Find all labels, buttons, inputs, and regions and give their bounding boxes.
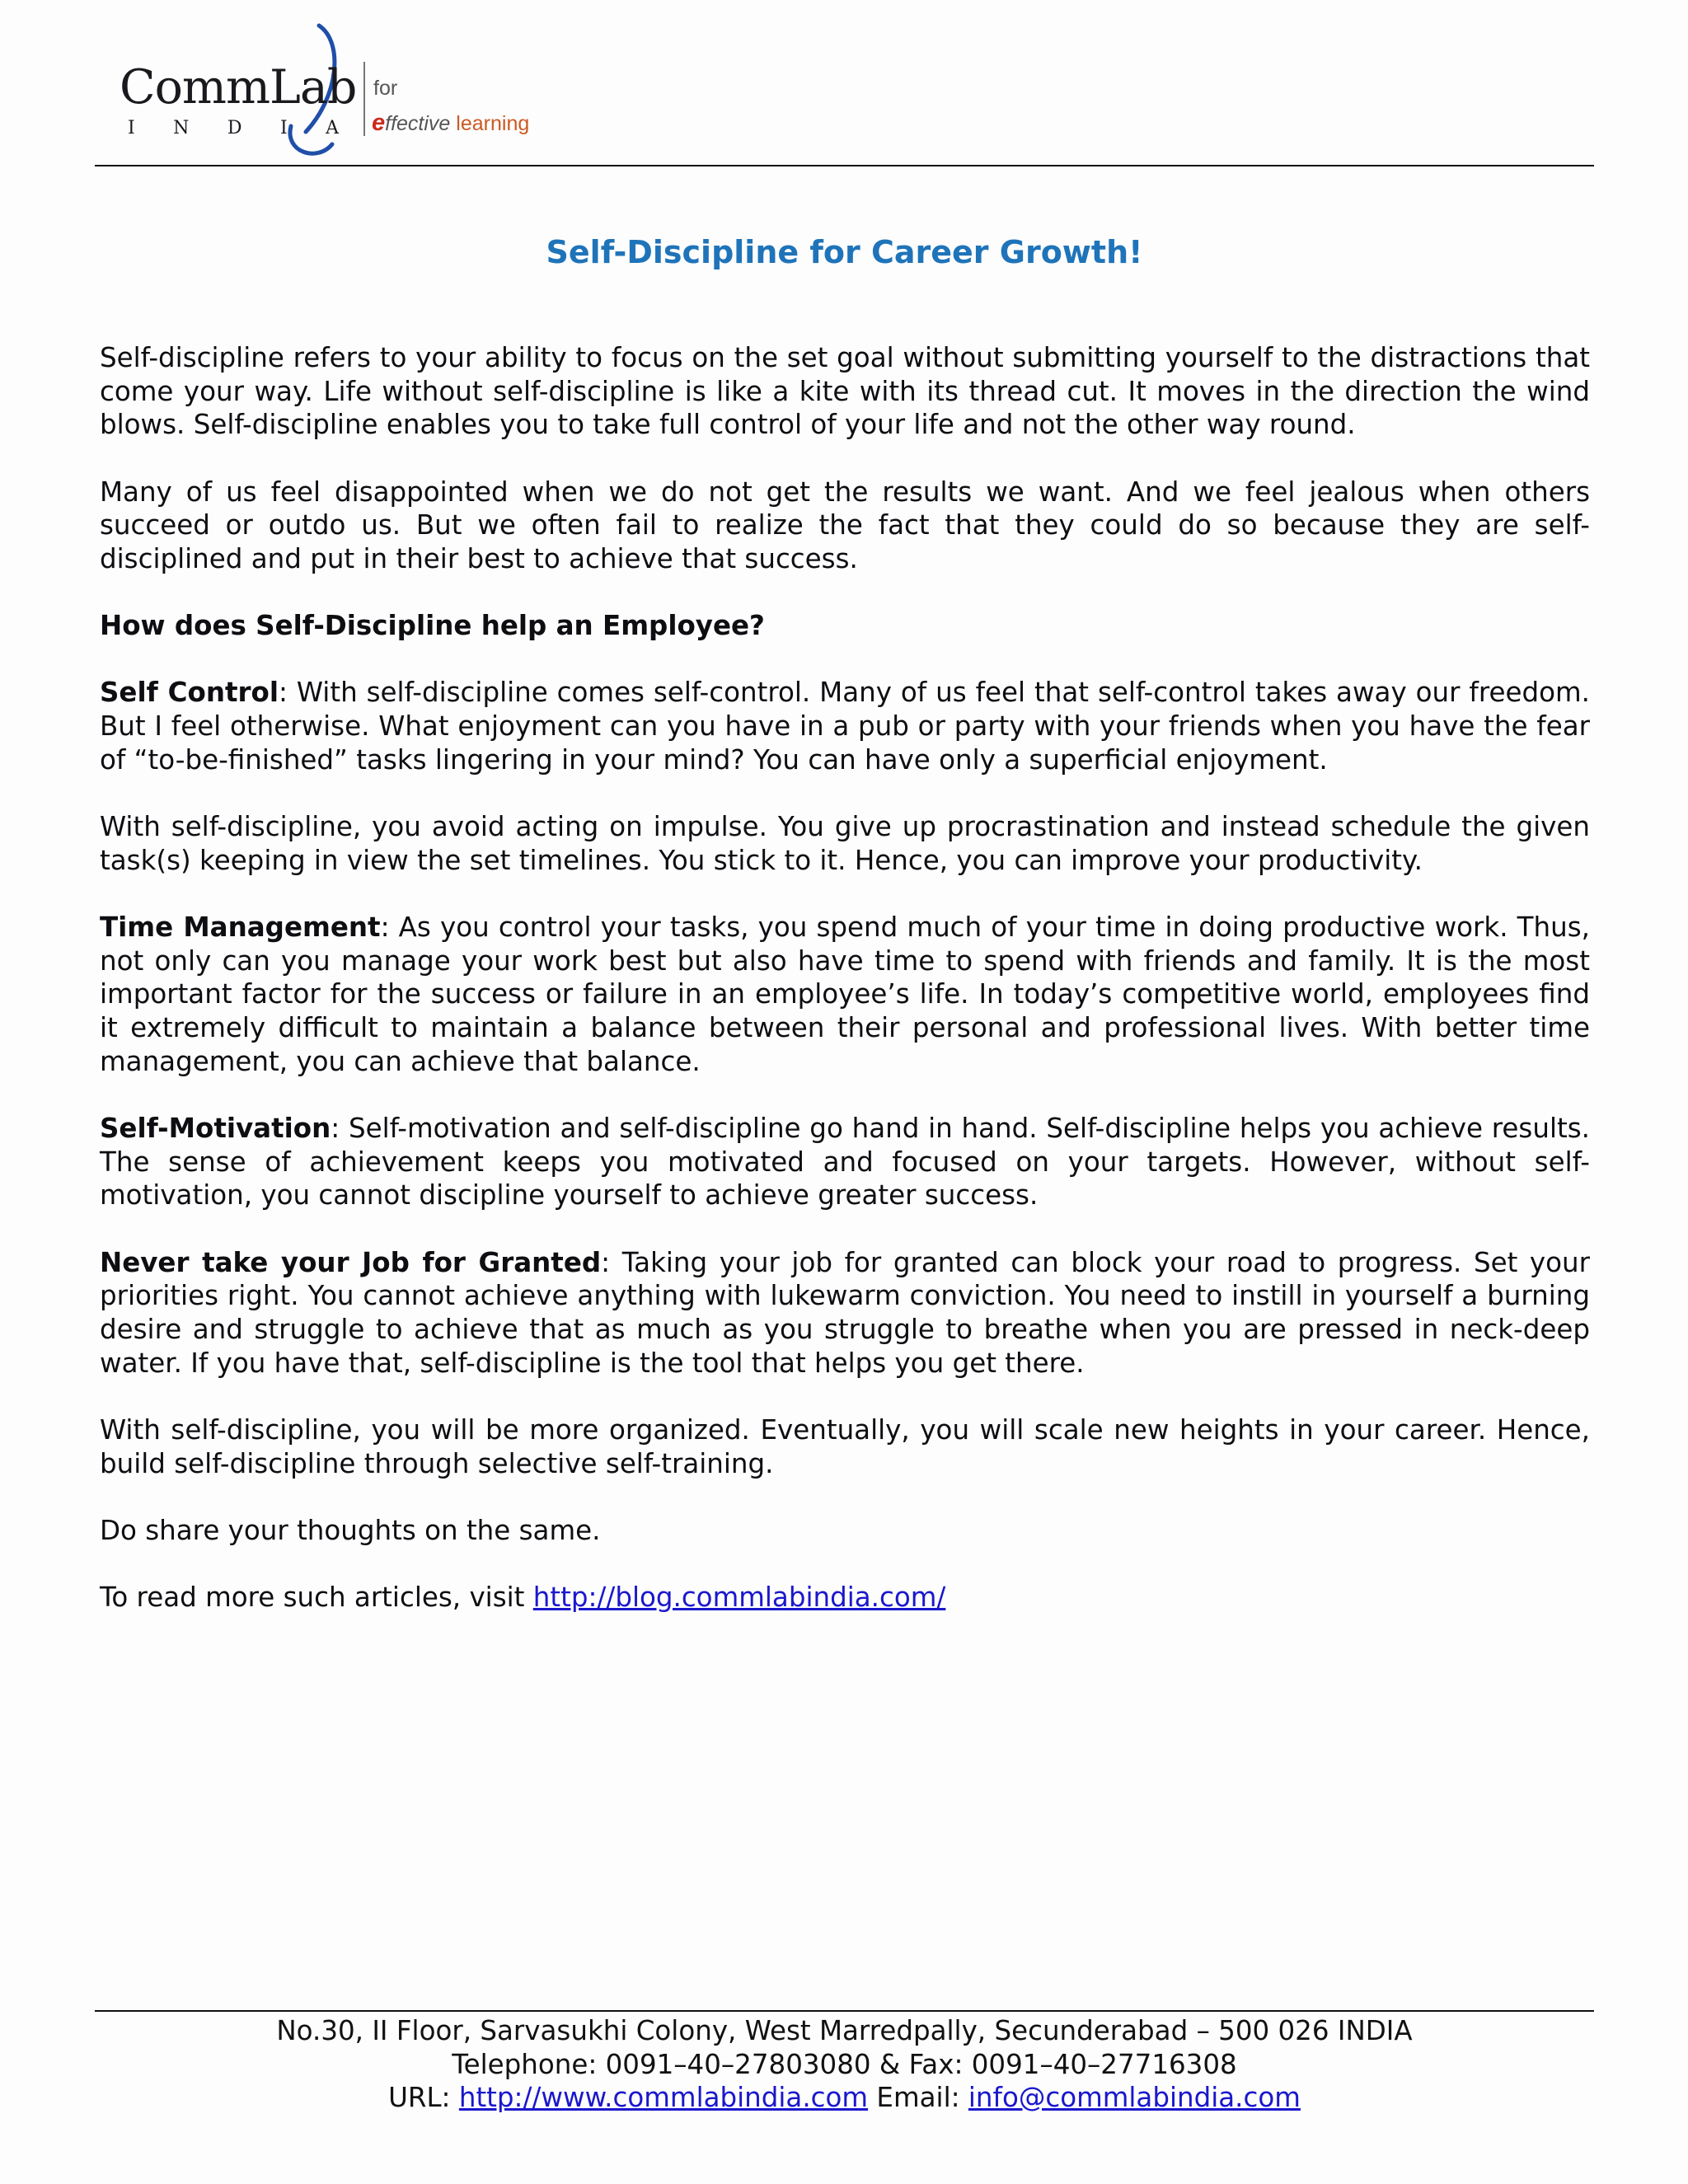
time-management-term: Time Management <box>100 911 381 943</box>
footer-address: No.30, II Floor, Sarvasukhi Colony, West Marredpally, Secunderabad – 500 026 INDIA <box>276 2015 1413 2046</box>
email-link[interactable]: info@commlabindia.com <box>968 2082 1301 2114</box>
footer-phone-fax: Telephone: 0091–40–27803080 & Fax: 0091–40–27716308 <box>452 2048 1237 2080</box>
never-take-job-text: : Taking your job for granted can block your road to progress. Set your priorities right. You cannot achieve anything with lukewarm conviction. You need to instill in yourself a burning desire and struggle to achieve that as much as you struggle to breathe when you are pressed in neck-deep water. If you have that, self-discipline is the tool that helps you get there. <box>100 1246 1590 1379</box>
self-motivation-text: : Self-motivation and self-discipline go hand in hand. Self-discipline helps you achieve results. The sense of achievement keeps you motivated and focused on your targets. However, without self-motivation, you cannot discipline yourself to achieve greater success. <box>100 1112 1590 1212</box>
self-control-paragraph <box>100 676 1590 776</box>
logo-wordmark: CommLab <box>120 60 357 115</box>
logo-letter: A <box>326 118 339 138</box>
footer-email-label: Email: <box>868 2082 968 2114</box>
self-control-text: : With self-discipline comes self-control. Many of us feel that self-control takes away our freedom. But I feel otherwise. What enjoyment can you have in a pub or party with your friends when you have the fear of “to-be-finished” tasks lingering in your mind? You can have only a superficial enjoyment. <box>100 677 1590 776</box>
page-header <box>95 60 1594 166</box>
page-footer <box>95 2014 1594 2115</box>
impulse-paragraph: With self-discipline, you avoid acting on impulse. You give up procrastination and instead schedule the given task(s) keeping in view the set timelines. You stick to it. Hence, you can improve your productivity. <box>100 811 1590 876</box>
logo-letter: D <box>227 118 242 138</box>
tagline-ffective: ffective <box>385 112 451 135</box>
blog-link[interactable]: http://blog.commlabindia.com/ <box>532 1581 946 1613</box>
tagline-effective-learning <box>372 110 529 137</box>
time-management-text: : As you control your tasks, you spend much of your time in doing productive work. Thus, not only can you manage your work best but also have time to spend with friends and family. It is the most important factor for the success or failure in an employee’s life. In today’s competitive world, employees find it extremely difficult to maintain a balance between their personal and professional lives. With better time management, you can achieve that balance. <box>100 911 1590 1077</box>
commlab-logo <box>120 21 530 165</box>
tagline-e-letter: e <box>372 110 386 136</box>
article-body <box>100 341 1590 1647</box>
section-subheading: How does Self-Discipline help an Employee? <box>100 610 765 642</box>
read-more-paragraph <box>100 1581 1590 1615</box>
article-title: Self-Discipline for Career Growth! <box>546 234 1143 270</box>
intro-paragraph-2: Many of us feel disappointed when we do not get the results we want. And we feel jealous when others succeed or outdo us. But we often fail to realize the fact that they could do so because they are self-disciplined and put in their best to achieve that success. <box>100 476 1590 575</box>
share-paragraph: Do share your thoughts on the same. <box>100 1514 601 1546</box>
conclusion-paragraph: With self-discipline, you will be more organized. Eventually, you will scale new heights in your career. Hence, build self-discipline through selective self-training. <box>100 1413 1590 1479</box>
footer-url-label: URL: <box>388 2082 459 2114</box>
self-motivation-paragraph <box>100 1112 1590 1212</box>
logo-divider <box>363 62 365 136</box>
intro-paragraph-1: Self-discipline refers to your ability to focus on the set goal without submitting yourself to the distractions that come your way. Life without self-discipline is like a kite with its thread cut. It moves in the direction the wind blows. Self-discipline enables you to take full control of your life and not the other way round. <box>100 342 1590 441</box>
read-more-text: To read more such articles, visit <box>100 1581 533 1613</box>
self-control-term: Self Control <box>100 677 279 709</box>
self-motivation-term: Self-Motivation <box>100 1112 331 1144</box>
tagline-for: for <box>373 77 398 100</box>
logo-letter: I <box>279 118 288 138</box>
website-link[interactable]: http://www.commlabindia.com <box>458 2082 869 2114</box>
time-management-paragraph <box>100 911 1590 1079</box>
logo-letter: I <box>128 118 135 138</box>
never-take-job-term: Never take your Job for Granted <box>100 1246 602 1278</box>
logo-sub-letters <box>128 118 339 138</box>
logo-letter: N <box>173 118 190 138</box>
tagline-learning: learning <box>456 112 530 135</box>
never-take-job-paragraph <box>100 1246 1590 1380</box>
footer-contact <box>95 2081 1594 2115</box>
footer-divider <box>95 2010 1594 2012</box>
header-divider <box>95 165 1594 166</box>
